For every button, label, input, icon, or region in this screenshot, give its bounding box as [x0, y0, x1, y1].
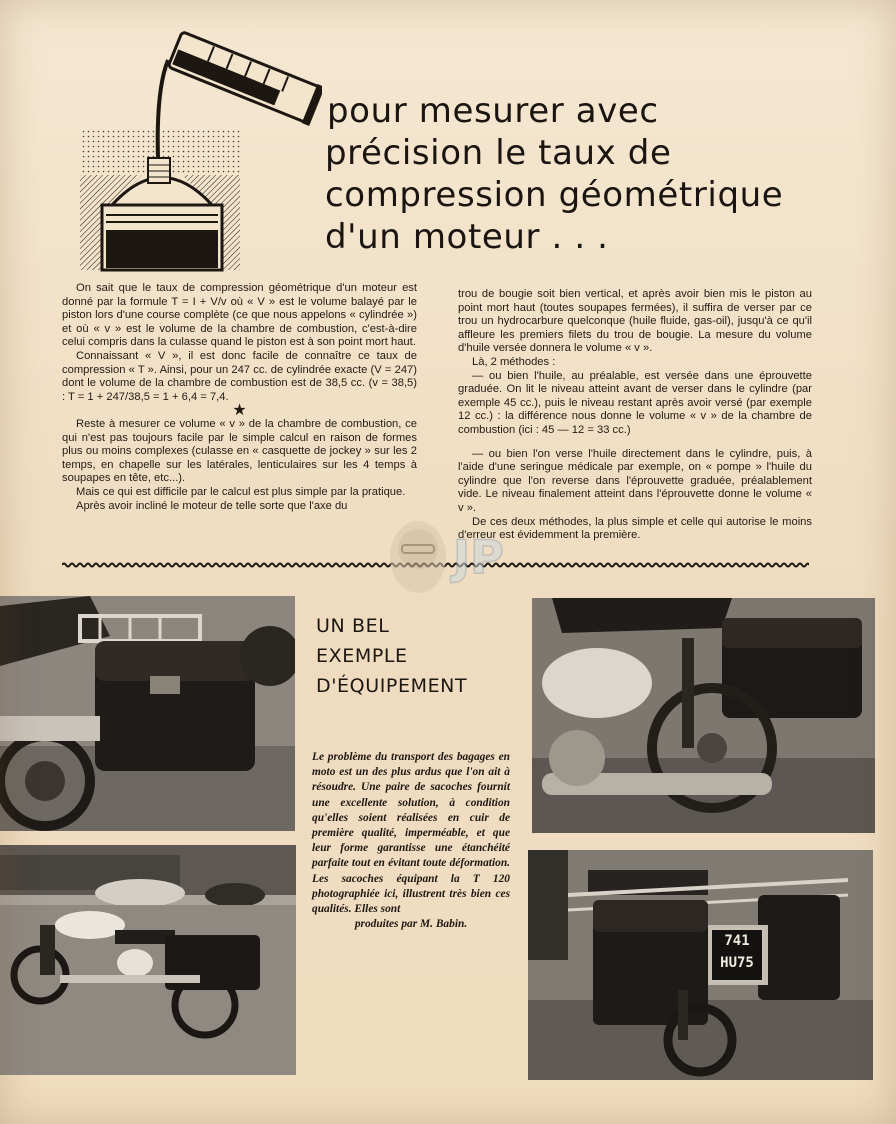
watermark-stamp [378, 505, 518, 610]
subhead-line: UN BEL [316, 615, 390, 637]
headline-line: pour mesurer avec [327, 91, 659, 131]
subhead-line: EXEMPLE [316, 645, 408, 667]
caption-credit: produites par M. Babin. [354, 918, 468, 931]
paragraph: Connaissant « V », il est donc facile de connaître ce taux de compression « T ». Ainsi, pour un 247 cc. de cylindrée exacte (V = 247) dont le volume de la chambre de combustion est de 38,5 cc. (v = 38,5) : T = 1 + 247/38,5 = 1 + 6,4 = 7,4. [62, 349, 417, 403]
photo-motorcycle-street [0, 845, 296, 1075]
headline-line: précision le taux de [325, 133, 672, 173]
paragraph: — ou bien l'huile, au préalable, est versée dans une éprouvette graduée. On lit le niveau atteint avant de verser dans le cylindre (par exemple 45 cc.), puis le niveau restant après avoir versé (par exemple 12 cc.) : la différence nous donne le volume « v » de la chambre de combustion (ici : 45 — 12 = 33 cc.) [458, 369, 812, 436]
paragraph: Mais ce qui est difficile par le calcul est plus simple par la pratique. [76, 485, 406, 498]
paragraph: trou de bougie soit bien vertical, et après avoir bien mis le piston au point mort haut (toutes soupapes fermées), il suffira de verser par ce trou un hydrocarbure quelconque (huile fluide, gas-oil), jusqu'à ce qu'il affleure les premiers filets du trou de bougie. La mesure du volume d'huile versée donnera le volume « v ». [458, 288, 812, 355]
article-column-left [62, 282, 417, 513]
headline-line: compression géométrique [325, 175, 784, 215]
plate-line-1: 741 [724, 933, 750, 949]
photo-motorcycle-rear [528, 850, 873, 1080]
headline-line: d'un moteur . . . [325, 217, 609, 257]
paragraph: — ou bien l'on verse l'huile directement dans le cylindre, puis, à l'aide d'une seringue médicale par exemple, on « pompe » l'huile du cylindre que l'on reverse dans l'éprouvette graduée, préalablement vide. Le niveau finalement atteint dans l'éprouvette donne le volume « v ». [458, 447, 812, 514]
paragraph: Reste à mesurer ce volume « v » de la chambre de combustion, ce qui n'est pas toujours facile par le simple calcul en raison de formes plus ou moins complexes (culasse en « casquette de jockey » sur les 2 temps, en chapelle sur les latérales, lenticulaires sur les 4 temps à soupapes en tête, etc...). [62, 417, 417, 485]
feature-caption [312, 750, 510, 932]
star-separator: ★ [232, 402, 247, 420]
plate-line-2: HU75 [720, 955, 754, 971]
subhead-line: D'ÉQUIPEMENT [316, 675, 468, 697]
paragraph: Là, 2 méthodes : [472, 355, 556, 368]
photo-saddlebag-closeup [0, 596, 295, 831]
paragraph: Après avoir incliné le moteur de telle sorte que l'axe du [76, 499, 348, 512]
paragraph: De ces deux méthodes, la plus simple et celle qui autorise le moins d'erreur est évidemment la première. [458, 515, 812, 542]
stamp-letters: JP [453, 530, 504, 584]
feature-subhead [316, 611, 516, 701]
license-plate [710, 928, 764, 982]
photo-motorcycle-side [532, 598, 875, 833]
engine-cylinder-illustration [72, 30, 322, 275]
caption-text: Le problème du transport des bagages en moto est un des plus ardus que l'on ait à résoudre. Une paire de sacoches fournit une excellente solution, à condition qu'elles soient réalisées en cuir de première qualité, imperméable, et que leur forme garantisse une étanchéité parfaite tout en évitant toute déformation. Les sacoches équipant la T 120 photographiée ici, illustrent très bien ces qualités. Elles sont [312, 751, 510, 916]
paragraph: On sait que le taux de compression géométrique d'un moteur est donné par la formule T = I + V/v où « V » est le volume balayé par le piston lors d'une course complète (ce que nous appelons « cylindrée ») et où « v » est le volume de la chambre de combustion, c'est-à-dire celui compris dans la culasse quand le piston est à son point mort haut. [62, 282, 417, 349]
article-headline [325, 90, 845, 258]
